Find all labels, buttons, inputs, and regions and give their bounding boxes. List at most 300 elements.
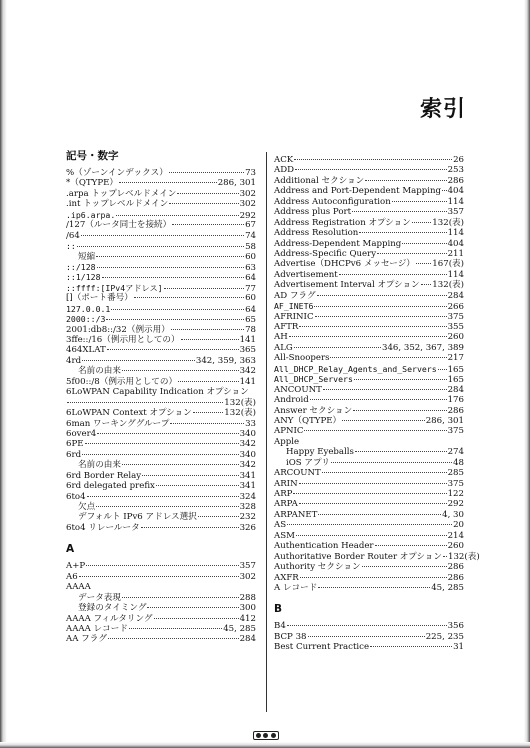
index-term: All_DHCP_Servers xyxy=(274,374,353,385)
index-term: 3ffe::/16（例示用としての） xyxy=(66,335,180,345)
dot-leader xyxy=(375,545,447,546)
dot-leader xyxy=(352,211,447,212)
page-numbers: 141 xyxy=(239,335,256,345)
index-entry xyxy=(66,603,256,613)
dot-leader xyxy=(317,295,447,296)
page-numbers: 365 xyxy=(239,345,256,356)
index-entry xyxy=(274,301,464,311)
dot-leader xyxy=(119,182,217,183)
index-entry xyxy=(274,228,464,238)
index-entry xyxy=(66,439,256,449)
page-numbers: 63 xyxy=(245,262,256,273)
index-entry xyxy=(66,523,256,533)
dot-leader xyxy=(342,420,425,421)
index-entry xyxy=(274,291,464,301)
page-numbers: 284 xyxy=(447,290,464,301)
index-entry xyxy=(274,176,464,186)
index-term: B4 xyxy=(274,621,286,632)
index-term: AA フラグ xyxy=(66,634,107,645)
index-term: 2001:db8::/32（例示用） xyxy=(66,324,170,335)
index-term: A レコード xyxy=(274,582,318,593)
page-numbers: 292 xyxy=(447,499,464,510)
dot-leader xyxy=(108,638,239,639)
page-numbers: 253 xyxy=(447,165,464,176)
page-numbers: 302 xyxy=(239,571,256,582)
page-numbers: 73 xyxy=(245,168,256,178)
index-term: Address Resolution xyxy=(274,228,359,239)
index-term: ARCOUNT xyxy=(274,468,321,479)
section-heading: B xyxy=(274,603,283,616)
index-term: []（ポート番号） xyxy=(66,293,133,304)
index-term: 欠点 xyxy=(78,502,96,512)
page-numbers: 64 xyxy=(245,304,256,315)
dot-leader xyxy=(354,379,447,380)
index-entry xyxy=(66,304,256,314)
page-numbers: 286 xyxy=(447,562,464,573)
index-entry xyxy=(274,374,464,384)
index-term: AAAA レコード xyxy=(66,623,128,634)
index-term: All_DHCP_Relay_Agents_and_Servers xyxy=(274,363,437,374)
dot-leader xyxy=(330,357,446,358)
page-numbers: 260 xyxy=(447,332,464,343)
dot-leader xyxy=(402,243,446,244)
dot-leader xyxy=(318,587,430,588)
page-numbers: 284 xyxy=(447,384,464,395)
index-term: 6man ワーキンググループ xyxy=(66,418,170,429)
page-numbers: 20 xyxy=(453,520,464,531)
index-term: ALG xyxy=(274,342,293,353)
page-numbers: 58 xyxy=(245,242,256,253)
dot-leader xyxy=(142,475,238,476)
dot-leader xyxy=(106,319,244,320)
dot-leader xyxy=(322,472,447,473)
dot-leader xyxy=(102,277,245,278)
dot-leader xyxy=(353,410,446,411)
index-entry xyxy=(66,512,256,522)
page-numbers: 342, 359, 363 xyxy=(195,355,256,366)
page-numbers: 355 xyxy=(447,322,464,332)
index-entry xyxy=(66,387,256,397)
dot-leader xyxy=(96,506,238,507)
dot-leader xyxy=(421,284,432,285)
index-entry xyxy=(66,429,256,439)
index-entry xyxy=(66,582,256,592)
page-numbers: 122 xyxy=(447,489,464,499)
index-term: .ip6.arpa. xyxy=(66,209,116,220)
index-term: ::ffff:[IPv4アドレス] xyxy=(66,282,163,293)
dot-leader xyxy=(141,527,239,528)
dot-leader xyxy=(122,370,239,371)
dot-leader xyxy=(314,306,446,307)
index-term: 127.0.0.1 xyxy=(66,303,111,314)
index-entry xyxy=(274,270,464,280)
index-term: 4rd xyxy=(66,355,82,366)
dot-leader xyxy=(370,646,452,647)
index-term: Address plus Port xyxy=(274,207,352,218)
index-entry xyxy=(274,573,464,583)
index-term: %（ゾーンインデックス） xyxy=(66,168,168,178)
dot-leader xyxy=(111,309,244,310)
index-term: APNIC xyxy=(274,426,304,437)
index-term: Happy Eyeballs xyxy=(286,447,354,458)
page-numbers: 404 xyxy=(447,238,464,249)
page-numbers: 60 xyxy=(245,293,256,304)
section-heading: A xyxy=(66,543,75,556)
index-term: AH xyxy=(274,332,288,343)
page-numbers: 211 xyxy=(447,248,464,259)
index-term: ASM xyxy=(274,530,295,541)
index-entry xyxy=(274,364,464,374)
page-numbers: 48 xyxy=(453,457,464,468)
page-numbers: 375 xyxy=(447,426,464,437)
dot-leader xyxy=(169,203,238,204)
page-numbers: 77 xyxy=(245,283,256,294)
index-entry xyxy=(66,460,256,470)
index-term: .arpa トップレベルドメイン xyxy=(66,188,177,199)
index-entry xyxy=(66,481,256,491)
index-term: ANY（QTYPE） xyxy=(274,415,342,426)
dot-leader xyxy=(323,389,447,390)
index-term: ARPA xyxy=(274,499,298,510)
page-numbers: 300 xyxy=(239,603,256,614)
page-numbers: 78 xyxy=(245,324,256,335)
index-entry xyxy=(274,218,464,228)
section-heading: 記号・数字 xyxy=(66,150,119,162)
index-term: 名前の由来 xyxy=(78,460,121,471)
index-term: /127（ルータ同士を接続） xyxy=(66,220,172,231)
dot-leader xyxy=(122,597,239,598)
index-entry xyxy=(274,406,464,416)
page-numbers: 375 xyxy=(447,311,464,322)
index-term: Advertisement Interval オプション xyxy=(274,280,420,291)
index-term: ADD xyxy=(274,165,294,176)
dot-leader xyxy=(198,516,239,517)
index-term: 6over4 xyxy=(66,428,97,439)
page-numbers: 286, 301 xyxy=(217,178,256,189)
index-term: Authority セクション xyxy=(274,562,361,573)
dot-leader xyxy=(412,222,432,223)
dot-leader xyxy=(438,369,447,370)
index-entry xyxy=(274,510,464,520)
index-entry xyxy=(66,561,256,571)
page-numbers: 217 xyxy=(447,353,464,364)
index-entry xyxy=(66,210,256,220)
index-entry xyxy=(274,583,464,593)
index-term: Address and Port-Dependent Mapping xyxy=(274,186,442,197)
page-numbers: 357 xyxy=(239,561,256,572)
index-entry xyxy=(66,168,256,178)
index-term: Address Registration オプション xyxy=(274,217,411,228)
page-numbers: 341 xyxy=(239,470,256,481)
page-numbers: 165 xyxy=(447,364,464,375)
dot-leader xyxy=(129,628,222,629)
index-entry xyxy=(274,353,464,363)
dot-leader xyxy=(289,336,447,337)
index-term: A+P xyxy=(66,561,86,572)
index-entry xyxy=(66,199,256,209)
index-entry xyxy=(66,356,256,366)
dot-leader xyxy=(178,381,239,382)
page-numbers: 232 xyxy=(239,512,256,523)
page-numbers: 260 xyxy=(447,541,464,552)
index-term: AFRINIC xyxy=(274,311,314,322)
index-entry xyxy=(274,621,464,631)
dot-leader xyxy=(308,636,425,637)
page-numbers: 341 xyxy=(239,481,256,492)
page-numbers: 132(表) xyxy=(224,408,256,419)
page-edge-right xyxy=(524,0,530,748)
dot-leader xyxy=(164,288,244,289)
index-entry xyxy=(66,492,256,502)
dot-leader xyxy=(294,159,452,160)
page-numbers: 114 xyxy=(447,196,464,207)
page-numbers: 132(表) xyxy=(432,280,464,291)
index-term: Address-Specific Query xyxy=(274,248,377,259)
index-entry xyxy=(274,562,464,572)
index-term: 6rd xyxy=(66,449,82,460)
index-term: :: xyxy=(66,241,76,252)
index-entry xyxy=(274,489,464,499)
index-entry xyxy=(66,345,256,355)
index-entry xyxy=(66,272,256,282)
dot-leader xyxy=(116,215,238,216)
index-term: 6to4 xyxy=(66,491,86,502)
page-numbers: 132(表) xyxy=(432,217,464,228)
index-entry xyxy=(66,572,256,582)
page-numbers: 342 xyxy=(239,366,256,377)
index-entry xyxy=(66,471,256,481)
index-entry xyxy=(274,520,464,530)
index-term: 登録のタイミング xyxy=(78,603,147,614)
page-numbers: 176 xyxy=(447,395,464,406)
page-numbers: 342 xyxy=(239,460,256,471)
dot-leader xyxy=(416,263,431,264)
index-entry xyxy=(66,252,256,262)
index-entry xyxy=(274,531,464,541)
dot-leader xyxy=(97,267,244,268)
index-term: Address Autoconfiguration xyxy=(274,196,391,207)
page-numbers: 4, 30 xyxy=(442,509,464,520)
index-term: ::1/128 xyxy=(66,272,101,283)
page-numbers: 356 xyxy=(447,621,464,632)
index-entry xyxy=(274,551,480,562)
dot-leader xyxy=(154,618,239,619)
index-entry xyxy=(274,642,464,652)
index-entry xyxy=(274,322,464,332)
index-entry xyxy=(274,416,464,426)
index-entry xyxy=(274,479,464,489)
index-term: All-Snoopers xyxy=(274,353,330,364)
index-entry xyxy=(274,499,464,509)
index-entry xyxy=(274,197,464,207)
page-numbers: 65 xyxy=(245,315,256,326)
index-entry xyxy=(274,395,464,405)
page-numbers: 286 xyxy=(447,175,464,186)
index-term: 6rd Border Relay xyxy=(66,470,142,481)
index-entry xyxy=(66,450,256,460)
index-entry xyxy=(66,241,256,251)
dot-leader xyxy=(86,565,238,566)
index-term: 5f00::/8（例示用としての） xyxy=(66,376,178,387)
index-entry xyxy=(274,207,464,217)
dot-leader xyxy=(287,625,447,626)
index-entry xyxy=(66,293,256,303)
index-entry xyxy=(66,419,256,429)
page-numbers: 286 xyxy=(447,572,464,583)
page-numbers: 225, 235 xyxy=(425,631,464,642)
dot-leader xyxy=(359,232,446,233)
index-entry xyxy=(274,280,464,290)
index-entry xyxy=(274,541,464,551)
page-numbers: 302 xyxy=(239,188,256,199)
index-term: AAAA フィルタリング xyxy=(66,613,153,624)
dot-leader xyxy=(294,347,381,348)
index-right-column xyxy=(274,155,480,653)
dot-leader xyxy=(392,201,447,202)
index-entry xyxy=(274,312,464,322)
index-term: Authoritative Border Router オプション xyxy=(274,551,442,562)
dot-leader xyxy=(299,503,447,504)
index-entry xyxy=(66,634,256,644)
index-entry xyxy=(66,325,256,335)
column-divider xyxy=(266,152,267,712)
index-entry xyxy=(66,231,256,241)
index-entry xyxy=(274,155,464,165)
page-numbers: 165 xyxy=(447,375,464,386)
dot-leader xyxy=(172,224,244,225)
index-term: 6PE xyxy=(66,439,84,450)
page-numbers: 412 xyxy=(239,613,256,624)
index-term: ACK xyxy=(274,155,294,165)
dot-leader xyxy=(181,339,239,340)
page-numbers: 60 xyxy=(245,251,256,262)
page-numbers: 340 xyxy=(239,428,256,439)
page-numbers: 342 xyxy=(239,439,256,450)
dot-leader xyxy=(287,524,452,525)
index-term: 464XLAT xyxy=(66,345,106,356)
index-term: Apple xyxy=(274,436,300,447)
index-term: ANCOUNT xyxy=(274,384,322,395)
page-numbers: 340 xyxy=(239,449,256,460)
page-numbers: 346, 352, 367, 389 xyxy=(381,342,464,353)
index-entry xyxy=(66,314,256,324)
index-entry xyxy=(274,249,464,259)
dot-leader xyxy=(177,193,238,194)
dot-leader xyxy=(193,412,224,413)
index-entry xyxy=(66,593,256,603)
dot-leader xyxy=(377,253,447,254)
dot-leader xyxy=(77,246,244,247)
index-entry xyxy=(274,447,464,457)
index-entry xyxy=(66,502,256,512)
index-left-column xyxy=(66,150,256,645)
dot-leader xyxy=(365,180,446,181)
page-numbers: 114 xyxy=(447,228,464,239)
index-term: 6rd delegated prefix xyxy=(66,481,155,492)
page-numbers: 328 xyxy=(239,502,256,512)
index-entry xyxy=(274,458,464,468)
dot-leader xyxy=(107,349,239,350)
page-edge-bottom xyxy=(0,742,530,748)
page-numbers: 45, 285 xyxy=(223,623,256,634)
dot-leader xyxy=(97,433,238,434)
dot-leader xyxy=(362,566,447,567)
dot-leader xyxy=(315,316,447,317)
index-term: Android xyxy=(274,395,309,406)
dot-leader xyxy=(304,430,446,431)
index-term: /64 xyxy=(66,230,80,241)
index-term: AXFR xyxy=(274,572,299,583)
index-term: Best Current Practice xyxy=(274,642,370,653)
dot-leader xyxy=(134,297,244,298)
index-term: データ表現 xyxy=(78,592,121,603)
dot-leader xyxy=(169,172,244,173)
index-entry xyxy=(66,220,256,230)
index-entry xyxy=(274,632,464,642)
index-entry xyxy=(274,437,464,447)
index-term: Address-Dependent Mapping xyxy=(274,238,402,249)
dot-leader xyxy=(79,576,239,577)
page-numbers: 132(表) xyxy=(448,551,480,562)
index-entry xyxy=(66,408,256,418)
index-entry xyxy=(274,259,464,269)
index-entry xyxy=(274,385,464,395)
dot-leader xyxy=(331,462,452,463)
dot-leader xyxy=(147,607,238,608)
index-term: ::/128 xyxy=(66,261,96,272)
index-entry xyxy=(274,468,464,478)
dot-leader xyxy=(299,483,447,484)
index-term: ARIN xyxy=(274,478,298,489)
page-numbers: 31 xyxy=(453,642,464,653)
index-term: AS xyxy=(274,520,287,531)
index-entry xyxy=(274,239,464,249)
dot-leader xyxy=(442,190,447,191)
page-numbers: 288 xyxy=(239,592,256,603)
index-term: Answer セクション xyxy=(274,405,353,416)
index-entry xyxy=(274,186,464,196)
index-term: ARPANET xyxy=(274,509,318,520)
page-numbers: 141 xyxy=(239,376,256,387)
page-numbers: 74 xyxy=(245,230,256,241)
index-term: 短縮 xyxy=(78,251,96,262)
page-numbers: 324 xyxy=(239,491,256,502)
creative-commons-icon xyxy=(253,731,279,740)
dot-leader xyxy=(293,493,446,494)
page-title: 索引 xyxy=(419,97,466,122)
dot-leader xyxy=(355,451,447,452)
index-term: 6LoWPAN Capability Indication オプション xyxy=(66,387,249,398)
index-term: AD フラグ xyxy=(274,290,316,301)
dot-leader xyxy=(96,256,244,257)
dot-leader xyxy=(85,443,239,444)
dot-leader xyxy=(156,485,239,486)
index-entry xyxy=(66,377,256,387)
index-entry xyxy=(274,343,464,353)
index-term: BCP 38 xyxy=(274,631,307,642)
index-entry xyxy=(66,178,256,188)
index-entry xyxy=(66,189,256,199)
dot-leader xyxy=(296,535,447,536)
index-term: 6LoWPAN Context オプション xyxy=(66,408,192,419)
index-term: AFTR xyxy=(274,322,299,332)
index-entry xyxy=(66,398,256,408)
page-numbers: 284 xyxy=(239,634,256,645)
page-numbers: 326 xyxy=(239,522,256,533)
page-numbers: 214 xyxy=(447,530,464,541)
dot-leader xyxy=(171,329,244,330)
dot-leader xyxy=(87,496,239,497)
